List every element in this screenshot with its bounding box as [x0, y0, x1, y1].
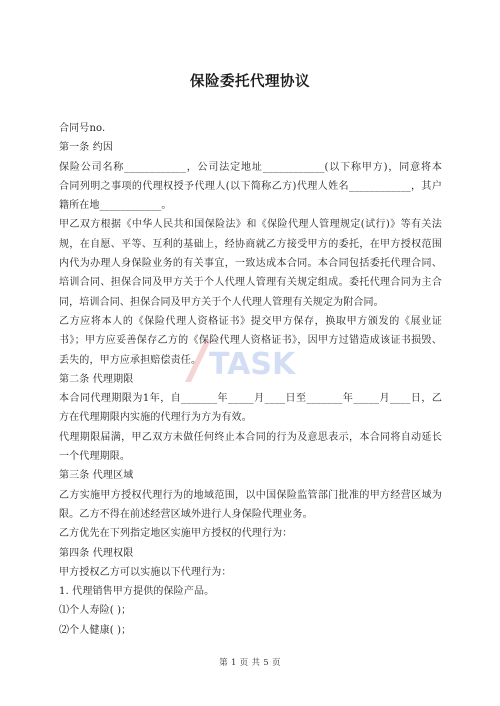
list-item: ⑵个人健康( )； [59, 624, 132, 636]
paragraph-line: 乙方实施甲方授权代理行为的地域范围，以中国保险监管部门批准的甲方经营区域为 [59, 489, 442, 501]
paragraph-line: 培训合同、担保合同及甲方关于个人代理人管理有关规定组成。委托代理合同为主合 [59, 277, 442, 289]
paragraph-line: 本合同代理期限为1年，自_______年_____月____日至_______年_____月____日，乙 [59, 393, 442, 405]
document-title: 保险委托代理协议 [190, 74, 310, 90]
paragraph-line: 合同列明之事项的代理权授予代理人(以下简称乙方)代理人姓名____________，其户 [59, 180, 442, 192]
paragraph-line: 籍所在地____________。 [59, 200, 172, 212]
section-heading: 第二条 代理期限 [59, 373, 134, 385]
page-footer: 第 1 页 共 5 页 [219, 658, 281, 668]
paragraph-line: 甲乙双方根据《中华人民共和国保险法》和《保险代理人管理规定(试行)》等有关法 [59, 219, 442, 231]
paragraph-line: 限。乙方不得在前述经营区域外进行人身保险代理业务。 [59, 508, 313, 520]
paragraph-line: 保险公司名称____________，公司法定地址____________(以下称甲方)，同意将本 [59, 161, 442, 173]
section-heading: 第四条 代理权限 [59, 547, 134, 559]
paragraph-line: 同，培训合同、担保合同及甲方关于个人代理人管理有关规定为附合同。 [59, 296, 384, 308]
section-heading: 第一条 约因 [59, 142, 114, 154]
list-item: 1. 代理销售甲方提供的保险产品。 [59, 586, 215, 598]
paragraph-line: 代理期限届满，甲乙双方未做任何终止本合同的行为及意思表示，本合同将自动延长 [59, 431, 442, 443]
paragraph-line: 方在代理期限内实施的代理行为方为有效。 [59, 412, 252, 424]
paragraph-line: 一个代理期限。 [59, 451, 131, 463]
section-heading: 第三条 代理区域 [59, 470, 134, 482]
paragraph-line: 甲方授权乙方可以实施以下代理行为： [59, 566, 232, 578]
paragraph-line: 乙方应将本人的《保险代理人资格证书》提交甲方保存，换取甲方颁发的《展业证 [59, 315, 442, 327]
paragraph-line: 书》；甲方应妥善保存乙方的《保险代理人资格证书》，因甲方过错造成该证书损毁、 [59, 335, 442, 347]
paragraph-line: 乙方优先在下列指定地区实施甲方授权的代理行为： [59, 528, 293, 540]
paragraph-line: 内代为办理人身保险业务的有关事宜，一致达成本合同。本合同包括委托代理合同、 [59, 258, 442, 270]
contract-number: 合同号no. [59, 123, 106, 134]
list-item: ⑴个人寿险( )； [59, 605, 132, 617]
svg-text:TASK: TASK [209, 347, 296, 382]
watermark-logo [175, 332, 325, 392]
paragraph-line: 丢失的，甲方应承担赔偿责任。 [59, 354, 202, 366]
paragraph-line: 规，在自愿、平等、互利的基础上，经协商就乙方接受甲方的委托，在甲方授权范围 [59, 238, 442, 250]
